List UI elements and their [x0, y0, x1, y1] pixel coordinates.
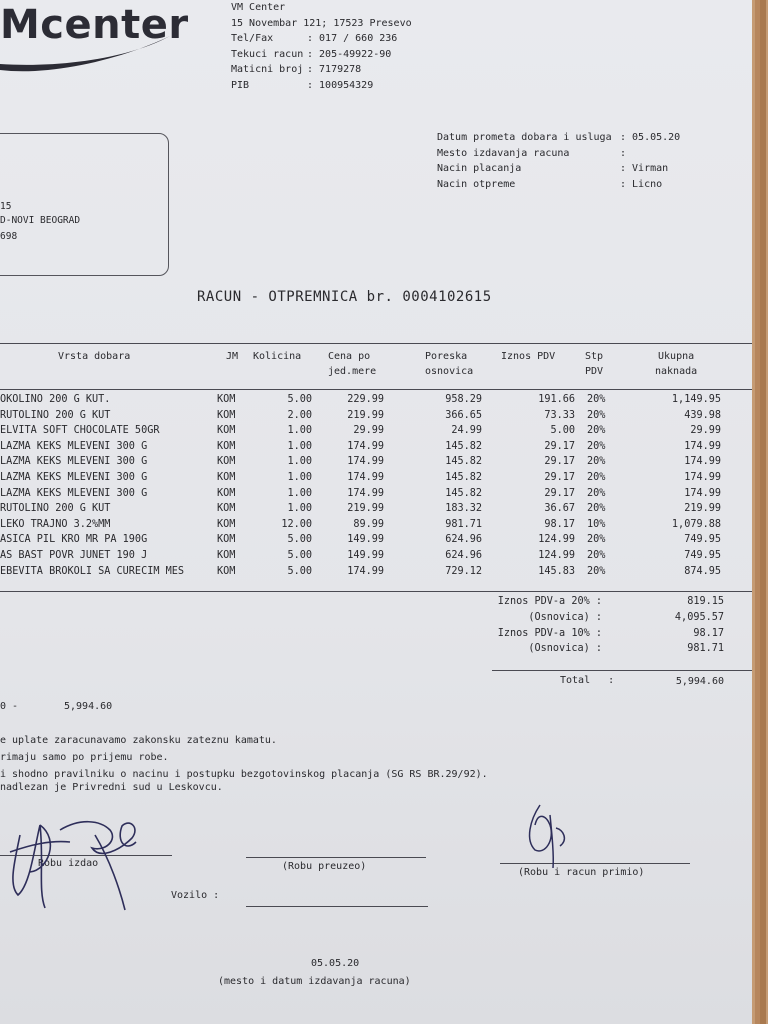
cell-rate: 20%	[587, 503, 606, 515]
footer-caption: (mesto i datum izdavanja racuna)	[218, 976, 411, 987]
cell-rate: 20%	[587, 534, 606, 546]
cell-vat: 36.67	[544, 503, 575, 515]
cell-qty: 5.00	[287, 550, 312, 561]
left-total-value: 5,994.60	[64, 701, 113, 712]
cell-vat: 29.17	[544, 472, 575, 483]
cell-name: OKOLINO 200 G KUT.	[0, 394, 111, 405]
cell-rate: 20%	[587, 394, 606, 405]
cell-qty: 2.00	[287, 409, 312, 421]
summary-label: Iznos PDV-a 20% :	[497, 596, 602, 607]
cell-qty: 1.00	[287, 456, 312, 468]
signature-label-issued: Robu izdao	[38, 858, 99, 869]
header-unit: JM	[226, 351, 239, 362]
cell-price: 29.99	[353, 425, 384, 437]
cell-name: ASICA PIL KRO MR PA 190G	[0, 534, 148, 546]
cell-unit: KOM	[217, 456, 236, 468]
table-header-rule	[0, 389, 752, 390]
total-value: 5,994.60	[675, 676, 724, 687]
cell-total: 1,079.88	[671, 518, 721, 530]
total-label: Total :	[560, 675, 615, 686]
cell-vat: 29.17	[544, 456, 575, 468]
cell-vat: 124.99	[538, 534, 575, 546]
cell-price: 219.99	[347, 503, 384, 515]
header-total: Ukupna naknada	[655, 351, 698, 377]
summary-label: Iznos PDV-a 10% :	[497, 627, 602, 639]
cell-name: RUTOLINO 200 G KUT	[0, 503, 111, 515]
header-name: Vrsta dobara	[58, 351, 131, 362]
cell-unit: KOM	[217, 425, 236, 437]
cell-unit: KOM	[217, 409, 236, 421]
cell-rate: 20%	[587, 472, 606, 483]
cell-vat: 124.99	[538, 550, 575, 561]
cell-vat: 98.17	[544, 518, 575, 530]
cell-price: 174.99	[347, 472, 384, 483]
cell-base: 145.82	[445, 472, 482, 483]
cell-base: 958.29	[445, 394, 482, 405]
cell-name: LEKO TRAJNO 3.2%MM	[0, 518, 111, 530]
vehicle-line	[246, 906, 428, 907]
cell-name: EBEVITA BROKOLI SA CURECIM MES	[0, 565, 185, 577]
summary-value: 98.17	[693, 627, 724, 639]
cell-qty: 1.00	[287, 487, 312, 499]
left-total-prefix: 0 -	[0, 701, 19, 712]
company-field: Maticni broj : 7179278	[231, 64, 362, 75]
note-line: nadlezan je Privredni sud u Leskovcu.	[0, 782, 223, 793]
cell-rate: 20%	[587, 487, 606, 499]
cell-qty: 5.00	[287, 534, 312, 546]
cell-base: 624.96	[445, 550, 482, 561]
cell-qty: 1.00	[287, 440, 312, 452]
meta-row: Mesto izdavanja racuna :	[437, 147, 627, 159]
company-field: Tel/Fax : 017 / 660 236	[231, 33, 398, 44]
cell-unit: KOM	[217, 472, 236, 483]
cell-price: 149.99	[347, 550, 384, 561]
cell-base: 729.12	[445, 565, 482, 577]
cell-rate: 20%	[587, 565, 606, 577]
cell-qty: 1.00	[287, 503, 312, 515]
cell-price: 219.99	[347, 409, 384, 421]
cell-base: 145.82	[445, 487, 482, 499]
meta-row: Nacin placanja : Virman	[437, 163, 669, 174]
cell-total: 174.99	[684, 440, 721, 452]
invoice-title: RACUN - OTPREMNICA br. 0004102615	[197, 289, 492, 305]
table-bottom-rule	[0, 591, 752, 592]
cell-unit: KOM	[217, 565, 236, 577]
signature-label-received: (Robu preuzeo)	[282, 861, 367, 872]
cell-total: 874.95	[684, 565, 721, 577]
cell-total: 749.95	[684, 534, 721, 546]
cell-name: AS BAST POVR JUNET 190 J	[0, 550, 148, 561]
summary-label: (Osnovica) :	[528, 611, 602, 623]
company-field: Tekuci racun : 205-49922-90	[231, 48, 392, 60]
issuer-signature-icon	[0, 790, 170, 920]
cell-price: 174.99	[347, 456, 384, 468]
cell-base: 981.71	[445, 518, 482, 530]
cell-total: 174.99	[684, 456, 721, 468]
cell-rate: 20%	[587, 550, 606, 561]
cell-unit: KOM	[217, 534, 236, 546]
company-info	[231, 0, 412, 93]
receiver-signature-icon	[520, 800, 580, 870]
cell-unit: KOM	[217, 440, 236, 452]
signature-line-received	[246, 857, 426, 858]
cell-total: 219.99	[684, 503, 721, 515]
cell-base: 145.82	[445, 440, 482, 452]
summary-label: (Osnovica) :	[528, 643, 602, 655]
cell-unit: KOM	[217, 503, 236, 515]
cell-price: 149.99	[347, 534, 384, 546]
summary-value: 819.15	[687, 596, 724, 607]
cell-total: 1,149.95	[671, 394, 721, 405]
summary-value: 4,095.57	[674, 611, 724, 623]
buyer-line: D-NOVI BEOGRAD	[0, 215, 81, 226]
cell-name: LAZMA KEKS MLEVENI 300 G	[0, 440, 148, 452]
cell-total: 439.98	[684, 409, 721, 421]
buyer-line: 698	[0, 231, 18, 242]
company-address: 15 Novembar 121; 17523 Presevo	[231, 17, 412, 29]
cell-base: 624.96	[445, 534, 482, 546]
cell-price: 229.99	[347, 394, 384, 405]
cell-qty: 5.00	[287, 394, 312, 405]
summary-value: 981.71	[687, 643, 724, 655]
company-field: PIB : 100954329	[231, 79, 374, 91]
total-rule	[492, 670, 752, 671]
cell-name: LAZMA KEKS MLEVENI 300 G	[0, 487, 148, 499]
meta-row: Nacin otpreme : Licno	[437, 178, 663, 190]
cell-total: 29.99	[690, 425, 721, 437]
cell-price: 174.99	[347, 565, 384, 577]
cell-rate: 10%	[587, 518, 606, 530]
cell-qty: 1.00	[287, 425, 312, 437]
header-vat-amount: Iznos PDV	[501, 351, 556, 362]
header-price: Cena po jed.mere	[328, 351, 377, 377]
cell-total: 174.99	[684, 472, 721, 483]
cell-unit: KOM	[217, 550, 236, 561]
cell-rate: 20%	[587, 440, 606, 452]
header-vat-rate: Stp PDV	[585, 351, 604, 377]
cell-unit: KOM	[217, 518, 236, 530]
cell-base: 183.32	[445, 503, 482, 515]
company-name: VM Center	[231, 2, 286, 13]
cell-unit: KOM	[217, 487, 236, 499]
logo-swoosh-icon	[0, 30, 175, 75]
cell-name: ELVITA SOFT CHOCOLATE 50GR	[0, 425, 160, 437]
company-logo: Mcenter	[0, 2, 189, 48]
cell-vat: 145.83	[538, 565, 575, 577]
cell-vat: 5.00	[550, 425, 575, 437]
meta-row: Datum prometa dobara i usluga : 05.05.20	[437, 132, 681, 143]
cell-rate: 20%	[587, 456, 606, 468]
footer-date: 05.05.20	[311, 958, 360, 969]
cell-total: 749.95	[684, 550, 721, 561]
cell-qty: 5.00	[287, 565, 312, 577]
cell-rate: 20%	[587, 425, 606, 437]
cell-base: 24.99	[451, 425, 482, 437]
cell-price: 174.99	[347, 440, 384, 452]
note-line: rimaju samo po prijemu robe.	[0, 752, 169, 763]
cell-name: LAZMA KEKS MLEVENI 300 G	[0, 456, 148, 468]
cell-rate: 20%	[587, 409, 606, 421]
cell-name: LAZMA KEKS MLEVENI 300 G	[0, 472, 148, 483]
header-qty: Kolicina	[253, 351, 302, 362]
cell-qty: 1.00	[287, 472, 312, 483]
buyer-line: 15	[0, 201, 12, 212]
cell-base: 145.82	[445, 456, 482, 468]
cell-unit: KOM	[217, 394, 236, 405]
cell-vat: 29.17	[544, 487, 575, 499]
cell-vat: 29.17	[544, 440, 575, 452]
cell-qty: 12.00	[281, 518, 312, 530]
note-line: e uplate zaracunavamo zakonsku zateznu kamatu.	[0, 735, 277, 746]
cell-vat: 73.33	[544, 409, 575, 421]
table-top-rule	[0, 343, 752, 344]
cell-vat: 191.66	[538, 394, 575, 405]
cell-name: RUTOLINO 200 G KUT	[0, 409, 111, 421]
cell-price: 174.99	[347, 487, 384, 499]
cell-total: 174.99	[684, 487, 721, 499]
buyer-box	[0, 133, 169, 276]
vehicle-label: Vozilo :	[171, 890, 220, 901]
invoice-meta	[437, 130, 680, 192]
header-base: Poreska osnovica	[425, 351, 474, 377]
note-line: i shodno pravilniku o nacinu i postupku bezgotovinskog placanja (SG RS BR.29/92).	[0, 769, 488, 780]
cell-base: 366.65	[445, 409, 482, 421]
cell-price: 89.99	[353, 518, 384, 530]
signature-label-accepted: (Robu i racun primio)	[518, 867, 645, 878]
